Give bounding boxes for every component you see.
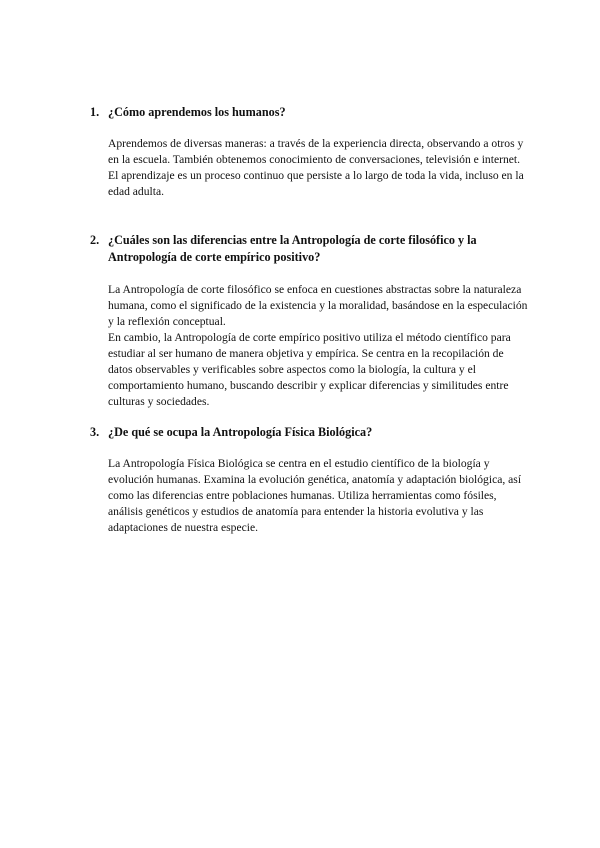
question-heading xyxy=(90,104,510,121)
question-number: 3. xyxy=(90,425,100,439)
question-heading xyxy=(90,424,510,441)
answer-body xyxy=(108,282,528,410)
question-title: ¿Cuáles son las diferencias entre la Antropología de corte filosófico y la Antropología de corte empírico positivo? xyxy=(108,233,477,264)
answer-paragraph: La Antropología de corte filosófico se enfoca en cuestiones abstractas sobre la naturaleza humana, como el significado de la existencia y la moralidad, basándose en la especulación y la reflexión conceptual. xyxy=(108,283,528,328)
answer-paragraph: En cambio, la Antropología de corte empírico positivo utiliza el método científico para estudiar al ser humano de manera objetiva y empírica. Se centra en la recopilación de datos observables y verificables sobre aspectos como la biología, la cultura y el comportamiento humano, buscando describir y explicar diferencias y similitudes entre culturas y sociedades. xyxy=(108,331,511,408)
question-1 xyxy=(0,104,600,200)
question-3 xyxy=(0,424,600,536)
answer-paragraph: Aprendemos de diversas maneras: a través de la experiencia directa, observando a otros y en la escuela. También obtenemos conocimiento de conversaciones, televisión e internet. El aprendizaje es un proceso continuo que persiste a lo largo de toda la vida, incluso en la edad adulta. xyxy=(108,137,524,198)
question-title: ¿Cómo aprendemos los humanos? xyxy=(108,105,286,119)
question-number: 1. xyxy=(90,105,100,119)
answer-body xyxy=(108,136,528,200)
question-title: ¿De qué se ocupa la Antropología Física Biológica? xyxy=(108,425,373,439)
question-number: 2. xyxy=(90,233,100,247)
answer-paragraph: La Antropología Física Biológica se centra en el estudio científico de la biología y evolución humanas. Examina la evolución genética, anatomía y adaptación biológica, así como las diferencias entre poblaciones humanas. Utiliza herramientas como fósiles, análisis genéticos y estudios de anatomía para entender la historia evolutiva y las adaptaciones de nuestra especie. xyxy=(108,457,522,534)
answer-body xyxy=(108,456,528,536)
question-2 xyxy=(0,232,600,410)
question-heading xyxy=(90,232,510,266)
